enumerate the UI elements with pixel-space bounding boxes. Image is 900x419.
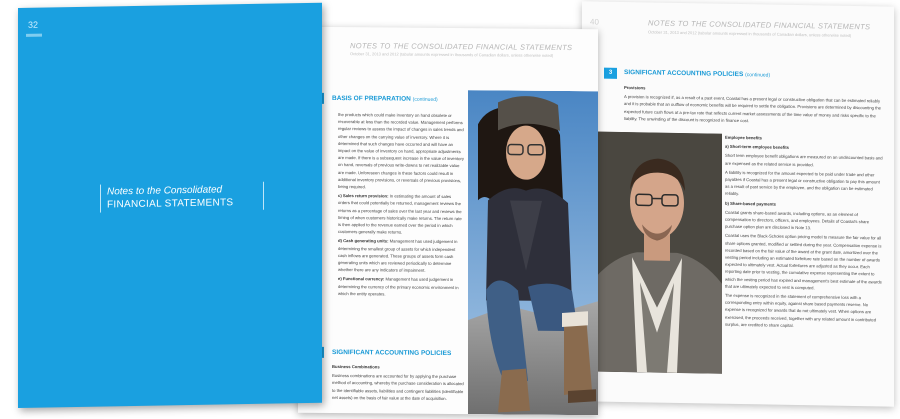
cover-page bbox=[18, 3, 322, 408]
section-title-text: SIGNIFICANT ACCOUNTING POLICIES bbox=[624, 69, 744, 79]
middle-page-header: NOTES TO THE CONSOLIDATED FINANCIAL STATEMENTS bbox=[350, 41, 573, 53]
short-term-heading: a) Short-term employee benefits bbox=[725, 143, 789, 151]
significant-section-title: SIGNIFICANT ACCOUNTING POLICIES bbox=[332, 348, 452, 358]
provisions-block bbox=[624, 84, 884, 129]
short-term-text: Short term employee benefit obligations are measured on an undiscounted basis and are expensed as the related service is provided. bbox=[725, 153, 883, 167]
cover-title-line-2: FINANCIAL STATEMENTS bbox=[107, 197, 234, 211]
basis-section-title bbox=[332, 95, 438, 103]
cover-page-tab-mark bbox=[26, 34, 42, 37]
provisions-text: A provision is recognized if, as a result of a past event, Coastal has a present legal or constructive obligation that can be estimated reliably and it is probable that an outflow of economic benefits will be required to settle the obligation. Provisions are determined by discounting the expected future cash flows at a pre-tax rate that reflects current market assessments of the time value of money and risks specific to the liability. The unwinding of the discount is recognized in finance cost. bbox=[624, 94, 881, 124]
section-number-badge: 3 bbox=[604, 68, 617, 79]
middle-page-subheader: October 31, 2013 and 2012 (tabular amounts expressed in thousands of Canadian dollars, unless otherwise noted) bbox=[350, 51, 554, 58]
basis-continued: (continued) bbox=[412, 96, 438, 103]
share-based-text-2: Coastal uses the Black-Scholes option pricing model to measure the fair value for all share options granted, modified or settled during the year. Compensation expense is recorded based on the fair value of the award at the grant date, amortized over the vesting period including an estimated forfeiture rate based on the number of awards expected to ultimately vest. Actual forfeitures are adjusted as they occur. Each reporting date prior to vesting, the cumulative expense representing the extent to which the vesting period has expired and management's best estimate of the awards that are ultimately expected to vest is computed. bbox=[725, 233, 882, 291]
man-photo-illustration bbox=[592, 131, 722, 373]
right-page-header: NOTES TO THE CONSOLIDATED FINANCIAL STATEMENTS bbox=[648, 18, 871, 32]
cover-title-line-1: Notes to the Consolidated bbox=[107, 184, 223, 198]
employee-benefits-block bbox=[725, 134, 885, 333]
man-photo bbox=[592, 131, 722, 373]
basis-text-block bbox=[338, 111, 464, 300]
share-based-heading: b) Share-based payments bbox=[725, 200, 776, 207]
section-continued: (continued) bbox=[745, 72, 771, 79]
share-based-text-3: The expense is recognized in the statement of comprehensive loss with a corresponding entry within equity, against share based payments reserve. No expense is recognized for awards that do not ultimately vest. When options are exercised, the proceeds received, together with any related amount in contributed surplus, are credited to share capital. bbox=[725, 292, 877, 328]
item-c-text: In estimating the amount of sales orders that could potentially be returned, management reviews the returns as a percentage of sales over the last year and reviews the timing of when customers historically make returns. The return rate is then applied to the revenue earned over the period in which customers generally make returns. bbox=[338, 193, 462, 235]
middle-document-page bbox=[298, 27, 598, 416]
employee-benefits-heading: Employee benefits bbox=[725, 134, 763, 141]
liability-text: A liability is recognized for the amount expected to be paid under trade and other payables if Coastal has a present legal or constructive obligation to pay this amount as a result of past service by the employee, and the obligation can be estimated reliably. bbox=[725, 169, 880, 197]
provisions-heading: Provisions bbox=[624, 85, 646, 91]
cover-page-number: 32 bbox=[28, 19, 39, 30]
business-combinations-text: Business combinations are accounted for by applying the purchase method of accounting, whereby the purchase consideration is allocated to the identifiable assets, liabilities and contingent liabilities (identifiable net assets) on the basis of fair value at the date of acquisition. bbox=[332, 373, 464, 401]
item-e-text: Management has used judgement in determining the currency of the primary economic environment in which the entity operates. bbox=[338, 276, 459, 297]
business-combinations-heading: Business Combinations bbox=[332, 363, 380, 370]
item-e-label: e) Functional currency: bbox=[338, 276, 385, 282]
basis-text: the products which could make inventory on hand obsolete or recoverable at less than the recorded value. Management performs regular reviews to assess the impact of changes in sales trends and other changes on the carrying value of inventory. Where it is determined that such changes have occurred and will have an impact on the value of inventory on hand, appropriate adjustments are made. If there is a subsequent increase in the value of inventory on hand, reversals of previous write-downs to net realizable value are made. Unforeseen changes in these factors could result in additional inventory provisions, or reversals of previous provisions, being required. bbox=[338, 112, 464, 190]
cover-title bbox=[100, 182, 264, 213]
share-based-text-1: Coastal grants share-based awards, including options, as an element of compensation to directors, officers, and employees. Details of Coastal's share purchase option plan are disclosed in Note 13. bbox=[725, 209, 870, 231]
basis-section-title-text: BASIS OF PREPARATION bbox=[332, 94, 411, 103]
right-document-page bbox=[582, 1, 894, 406]
business-combinations-block bbox=[332, 363, 464, 404]
item-c-label: c) Sales return provision: bbox=[338, 193, 389, 199]
woman-photo bbox=[468, 90, 598, 415]
item-d-label: d) Cash generating units: bbox=[338, 238, 389, 244]
right-page-subheader: October 31, 2013 and 2012 (tabular amounts expressed in thousands of Canadian dollars, unless otherwise noted) bbox=[648, 29, 852, 38]
item-d-text: Management has used judgement in determining the smallest group of assets for which independent cash inflows are generated. These groups of assets form cash generating units which are reviewed periodically to determine whether there are any indicators of impairment. bbox=[338, 238, 458, 274]
woman-photo-illustration bbox=[468, 90, 598, 415]
right-page-number: 40 bbox=[590, 17, 599, 27]
section-title bbox=[624, 69, 770, 79]
